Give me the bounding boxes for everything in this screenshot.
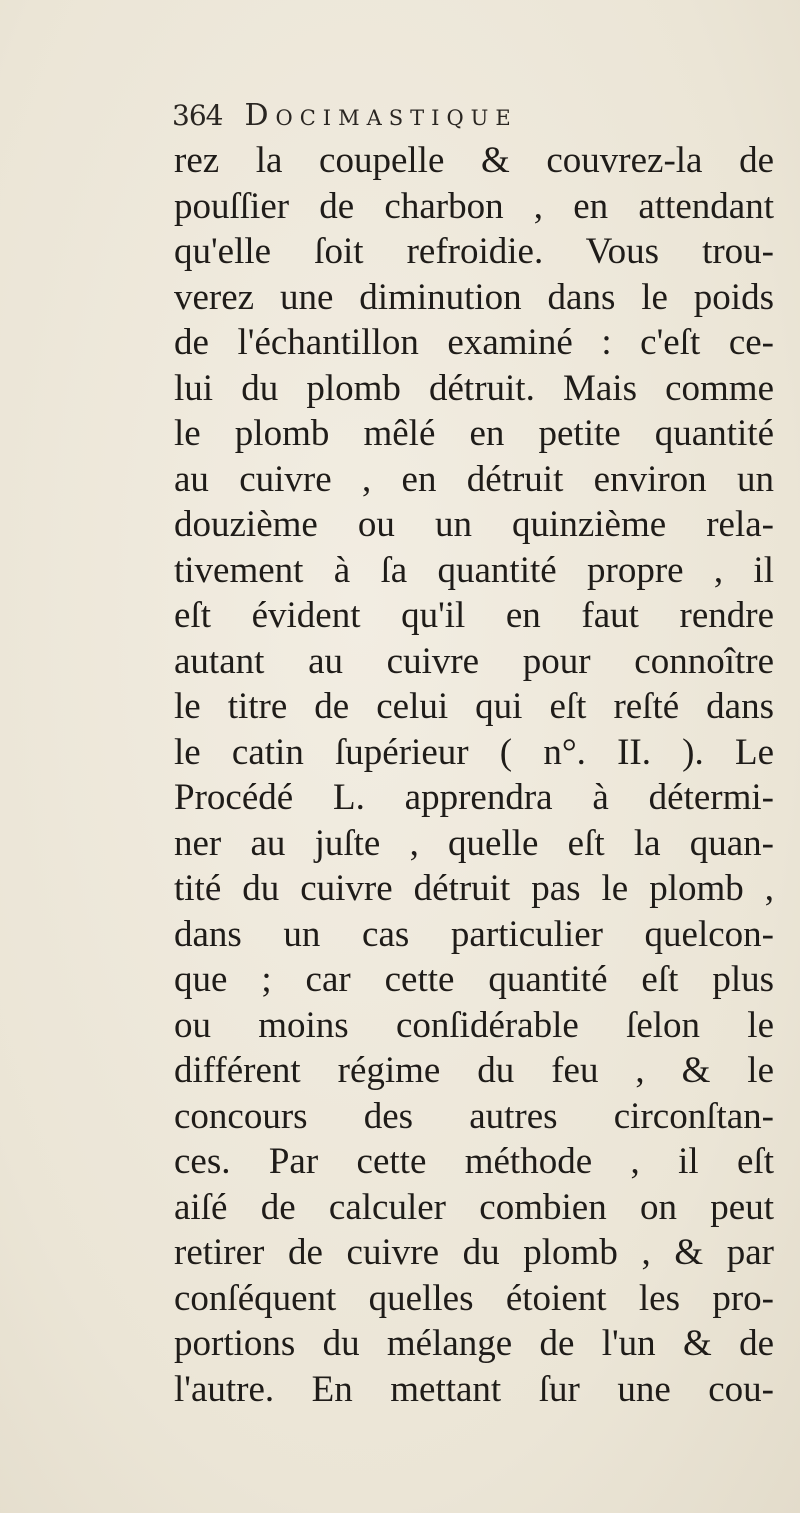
text-line: au cuivre , en détruit environ un	[174, 458, 774, 500]
text-line: retirer de cuivre du plomb , & par	[174, 1232, 774, 1273]
page-number: 364	[172, 99, 223, 132]
text-line: de l'échantillon examiné : c'eſt ce-	[174, 322, 774, 363]
text-line: ces. Par cette méthode , il eſt	[174, 1141, 774, 1182]
text-line: Procédé L. apprendra à détermi-	[174, 777, 774, 818]
text-line: verez une diminution dans le poids	[174, 276, 774, 318]
text-line: le titre de celui qui eſt reſté dans	[174, 686, 774, 727]
text-line: pouſſier de charbon , en attendant	[174, 185, 774, 227]
text-line: dans un cas particulier quelcon-	[174, 913, 774, 955]
text-line: différent régime du feu , & le	[174, 1050, 774, 1091]
text-line: ner au juſte , quelle eſt la quan-	[174, 822, 774, 864]
text-line: conſéquent quelles étoient les pro-	[174, 1277, 774, 1319]
text-line: l'autre. En mettant ſur une cou-	[174, 1368, 774, 1410]
text-line: rez la coupelle & couvrez-la de	[174, 140, 774, 181]
text-line: lui du plomb détruit. Mais comme	[174, 367, 774, 409]
running-head: Docimastique	[244, 98, 518, 133]
text-line: ou moins conſidérable ſelon le	[174, 1004, 774, 1046]
text-line: aiſé de calculer combien on peut	[174, 1186, 774, 1228]
text-line: eſt évident qu'il en faut rendre	[174, 595, 774, 636]
text-line: concours des autres circonſtan-	[174, 1095, 774, 1137]
text-line: tité du cuivre détruit pas le plomb ,	[174, 868, 774, 909]
text-line: portions du mélange de l'un & de	[174, 1323, 774, 1364]
text-line: le catin ſupérieur ( n°. II. ). Le	[174, 731, 774, 773]
text-line: douzième ou un quinzième rela-	[174, 504, 774, 545]
text-line: que ; car cette quantité eſt plus	[174, 959, 774, 1000]
body-text	[174, 138, 774, 1412]
text-line: le plomb mêlé en petite quantité	[174, 413, 774, 454]
text-line: tivement à ſa quantité propre , il	[174, 549, 774, 591]
text-line: autant au cuivre pour connoître	[174, 640, 774, 682]
page-header	[172, 98, 518, 142]
text-line: qu'elle ſoit refroidie. Vous trou-	[174, 231, 774, 272]
